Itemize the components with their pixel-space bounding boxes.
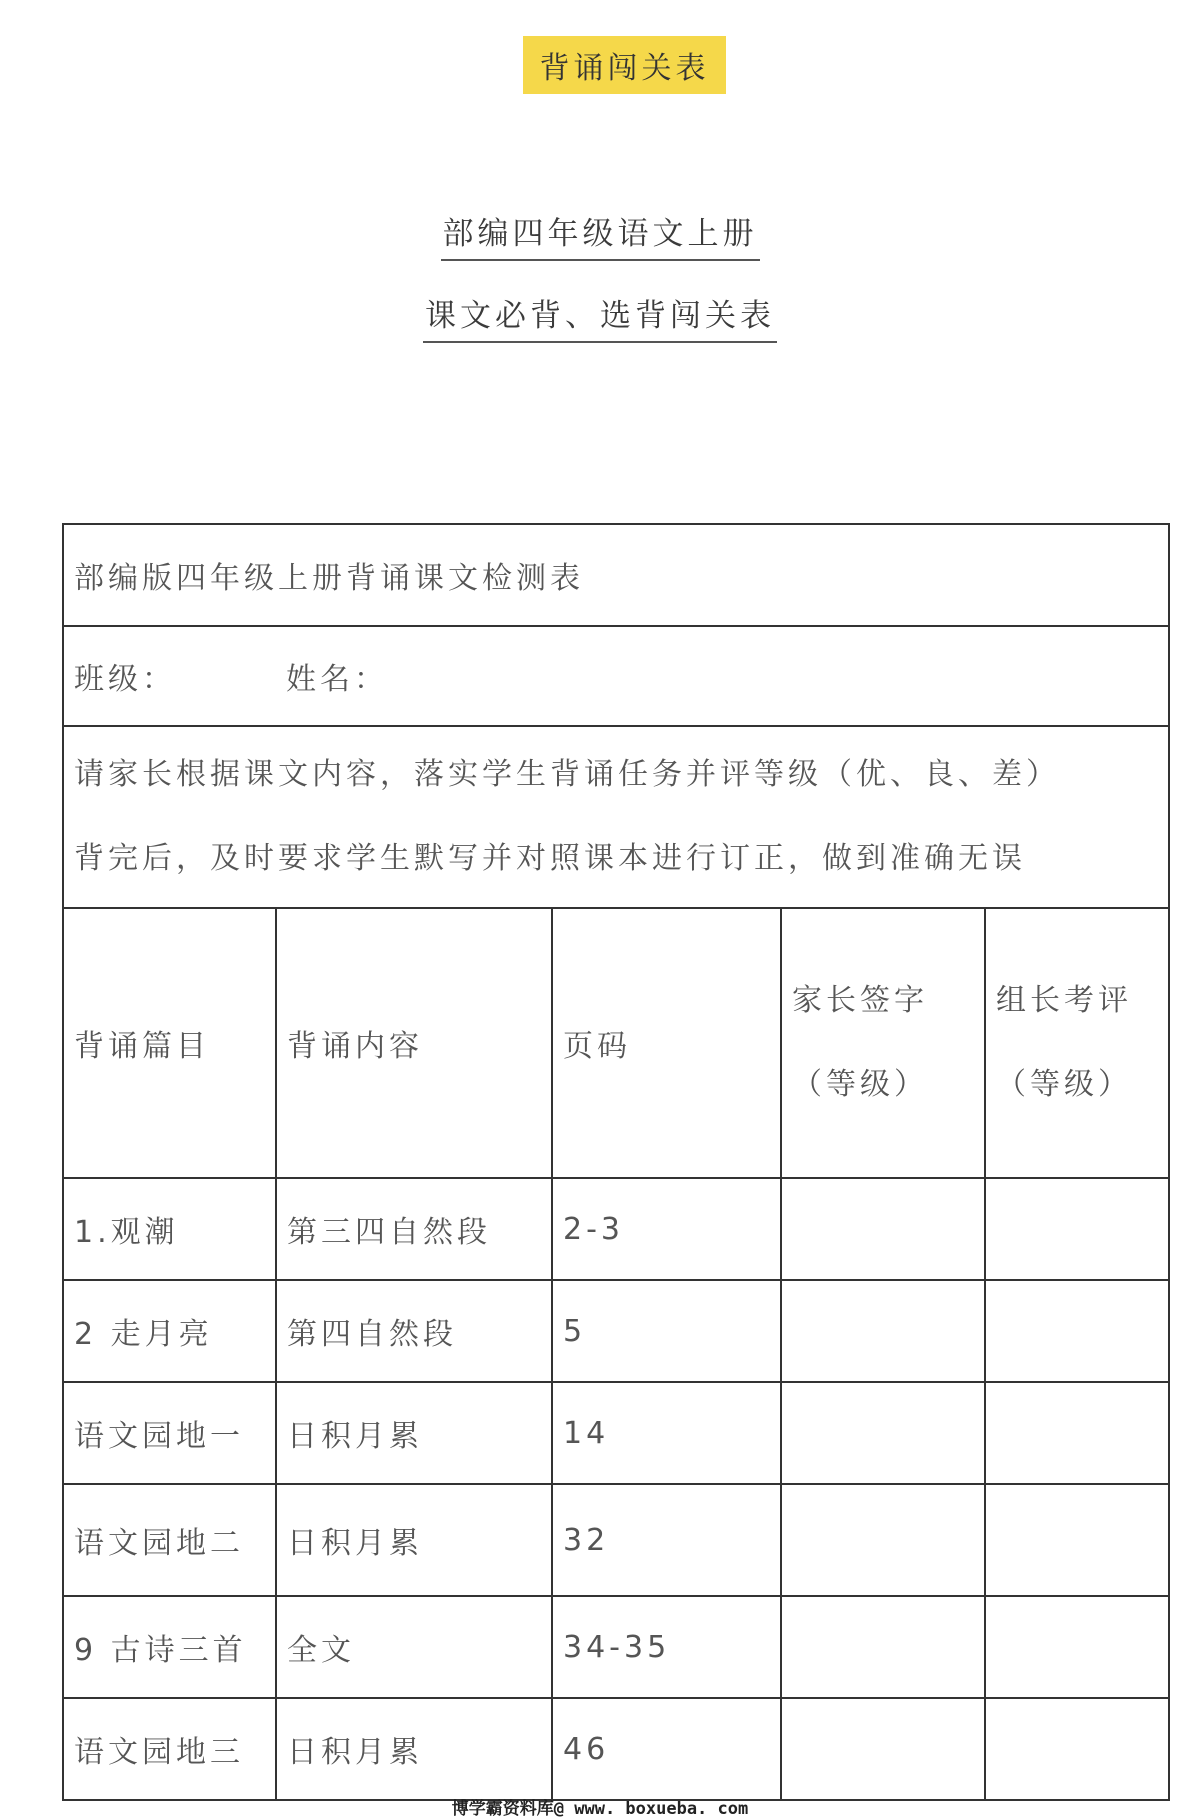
header-leader-line2: （等级） — [996, 1067, 1132, 1102]
page-subtitle — [0, 290, 1200, 343]
header-leader-line1: 组长考评 — [996, 983, 1132, 1018]
instructions-cell — [63, 726, 1169, 908]
row-page: 34-35 — [552, 1596, 781, 1698]
table-header-row — [63, 908, 1169, 1178]
row-page: 32 — [552, 1484, 781, 1596]
class-label: 班级： — [74, 662, 176, 697]
table-row — [63, 1382, 1169, 1484]
row-page: 46 — [552, 1698, 781, 1800]
leader-review-cell[interactable] — [985, 1596, 1169, 1698]
row-content: 日积月累 — [276, 1382, 552, 1484]
leader-review-cell[interactable] — [985, 1484, 1169, 1596]
table-caption: 部编版四年级上册背诵课文检测表 — [63, 524, 1169, 626]
header-badge: 背诵闯关表 — [523, 36, 726, 94]
leader-review-cell[interactable] — [985, 1698, 1169, 1800]
student-info-row — [63, 626, 1169, 726]
instruction-line: 背完后，及时要求学生默写并对照课本进行订正，做到准确无误 — [74, 841, 1026, 876]
table-row — [63, 1178, 1169, 1280]
footer-watermark: 博学霸资料库@ www. boxueba. com — [451, 1799, 749, 1819]
student-info-cell — [63, 626, 1169, 726]
parent-signature-cell[interactable] — [781, 1484, 985, 1596]
header-content: 背诵内容 — [276, 908, 552, 1178]
table-caption-row — [63, 524, 1169, 626]
table-row — [63, 1596, 1169, 1698]
table-row — [63, 1484, 1169, 1596]
instruction-line: 请家长根据课文内容，落实学生背诵任务并评等级（优、良、差） — [74, 757, 1060, 792]
leader-review-cell[interactable] — [985, 1178, 1169, 1280]
row-content: 第三四自然段 — [276, 1178, 552, 1280]
leader-review-cell[interactable] — [985, 1382, 1169, 1484]
row-page: 14 — [552, 1382, 781, 1484]
row-title: 语文园地一 — [63, 1382, 276, 1484]
parent-signature-cell[interactable] — [781, 1698, 985, 1800]
row-content: 日积月累 — [276, 1698, 552, 1800]
row-title: 2 走月亮 — [63, 1280, 276, 1382]
parent-signature-cell[interactable] — [781, 1178, 985, 1280]
row-content: 全文 — [276, 1596, 552, 1698]
header-parent-line2: （等级） — [792, 1067, 928, 1102]
row-page: 2-3 — [552, 1178, 781, 1280]
row-content: 日积月累 — [276, 1484, 552, 1596]
recitation-table — [62, 523, 1170, 1801]
header-leader-review — [985, 908, 1169, 1178]
header-page: 页码 — [552, 908, 781, 1178]
parent-signature-cell[interactable] — [781, 1382, 985, 1484]
row-title: 9 古诗三首 — [63, 1596, 276, 1698]
header-title: 背诵篇目 — [63, 908, 276, 1178]
page-title-line-1: 部编四年级语文上册 — [441, 208, 760, 261]
parent-signature-cell[interactable] — [781, 1280, 985, 1382]
row-content: 第四自然段 — [276, 1280, 552, 1382]
table-row — [63, 1698, 1169, 1800]
page-title — [0, 208, 1200, 261]
row-page: 5 — [552, 1280, 781, 1382]
instructions-row — [63, 726, 1169, 908]
leader-review-cell[interactable] — [985, 1280, 1169, 1382]
table-row — [63, 1280, 1169, 1382]
row-title: 语文园地二 — [63, 1484, 276, 1596]
header-parent-signature — [781, 908, 985, 1178]
row-title: 1.观潮 — [63, 1178, 276, 1280]
page-title-line-2: 课文必背、选背闯关表 — [423, 290, 777, 343]
row-title: 语文园地三 — [63, 1698, 276, 1800]
name-label: 姓名： — [286, 662, 388, 697]
parent-signature-cell[interactable] — [781, 1596, 985, 1698]
header-parent-line1: 家长签字 — [792, 983, 928, 1018]
